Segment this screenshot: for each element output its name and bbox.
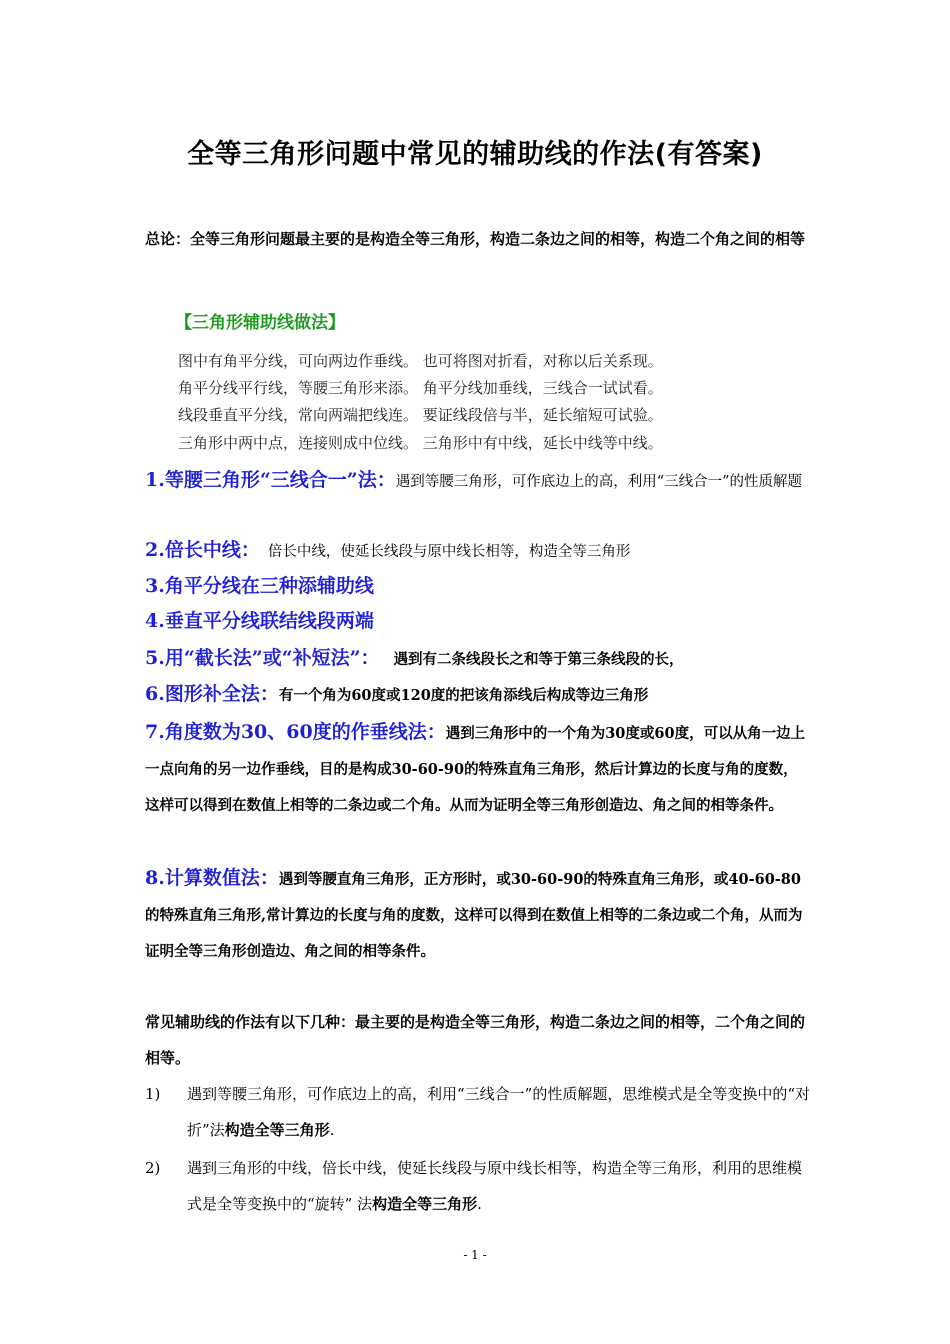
method-item bbox=[145, 714, 810, 824]
method-item bbox=[145, 678, 810, 712]
list-item bbox=[145, 1150, 810, 1222]
method-item bbox=[145, 570, 810, 604]
method-text: 遇到三角形中的一个角为30度或60度，可以从角一边上一点向角的另一边作垂线，目的是构成30-60-90的特殊直角三角形，然后计算边的长度与角的度数，这样可以得到在数值上相等的二条边或二个角。从而为证明全等三角形创造边、角之间的相等条件。 bbox=[145, 725, 806, 814]
page-number: - 1 - bbox=[463, 1248, 487, 1262]
common-intro: 常见辅助线的作法有以下几种：最主要的是构造全等三角形，构造二条边之间的相等，二个角之间的相等。 bbox=[145, 1013, 806, 1067]
list-item bbox=[145, 1076, 810, 1148]
method-text: 遇到等腰直角三角形，正方形时，或30-60-90的特殊直角三角形，或40-60-80的特殊直角三角形,常计算边的长度与角的度数，这样可以得到在数值上相等的二条边或二个角，从而为证明全等三角形创造边、角之间的相等条件。 bbox=[145, 871, 803, 960]
section-heading: 【三角形辅助线做法】 bbox=[175, 313, 345, 333]
list-number: 1) bbox=[145, 1085, 161, 1103]
rhyme-line: 三角形中两中点，连接则成中位线。 三角形中有中线，延长中线等中线。 bbox=[178, 434, 663, 452]
method-heading: 5.用“截长法”或“补短法”： bbox=[145, 647, 380, 669]
method-item bbox=[145, 464, 810, 499]
method-text: 倍长中线，使延长线段与原中线长相等，构造全等三角形 bbox=[267, 544, 631, 560]
list-number: 2) bbox=[145, 1159, 161, 1177]
method-item bbox=[145, 605, 810, 639]
method-text: 有一个角为60度或120度的把该角添线后构成等边三角形 bbox=[278, 687, 649, 704]
method-heading: 3.角平分线在三种添辅助线 bbox=[145, 575, 374, 597]
page-title: 全等三角形问题中常见的辅助线的作法(有答案) bbox=[187, 139, 763, 170]
list-text: 遇到三角形的中线，倍长中线，使延长线段与原中线长相等，构造全等三角形，利用的思维模式是全等变换中的“旋转” 法 bbox=[187, 1159, 803, 1213]
list-bold-text: 构造全等三角形 bbox=[372, 1195, 478, 1213]
method-text: 遇到等腰三角形，可作底边上的高，利用“三线合一”的性质解题 bbox=[395, 474, 803, 490]
method-heading: 7.角度数为30、60度的作垂线法： bbox=[145, 721, 446, 743]
list-end: . bbox=[329, 1121, 335, 1139]
rhyme-line: 图中有角平分线，可向两边作垂线。 也可将图对折看，对称以后关系现。 bbox=[178, 352, 663, 370]
method-item bbox=[145, 642, 810, 676]
list-text: 遇到等腰三角形，可作底边上的高，利用“三线合一”的性质解题，思维模式是全等变换中的“对折”法 bbox=[187, 1085, 811, 1139]
method-heading: 6.图形补全法： bbox=[145, 683, 279, 705]
method-heading: 2.倍长中线： bbox=[145, 539, 260, 561]
rhyme-line: 角平分线平行线，等腰三角形来添。 角平分线加垂线，三线合一试试看。 bbox=[178, 379, 663, 397]
method-heading: 4.垂直平分线联结线段两端 bbox=[145, 610, 374, 632]
summary-paragraph: 总论：全等三角形问题最主要的是构造全等三角形，构造二条边之间的相等，构造二个角之间的相等 bbox=[145, 230, 806, 248]
method-heading: 1.等腰三角形“三线合一”法： bbox=[145, 469, 396, 491]
list-end: . bbox=[477, 1195, 482, 1213]
method-text: 遇到有二条线段长之和等于第三条线段的长， bbox=[393, 651, 684, 668]
rhyme-line: 线段垂直平分线，常向两端把线连。 要证线段倍与半，延长缩短可试验。 bbox=[178, 406, 663, 424]
method-heading: 8.计算数值法： bbox=[145, 867, 279, 889]
list-bold-text: 构造全等三角形 bbox=[224, 1121, 330, 1139]
method-item bbox=[145, 860, 810, 970]
method-item bbox=[145, 534, 810, 568]
